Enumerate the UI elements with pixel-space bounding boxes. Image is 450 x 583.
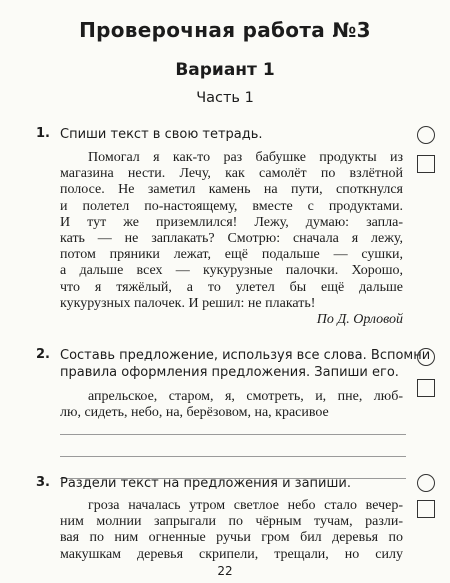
task-1-line: полосе. Не заметил камень на пути, споткнулся [60,182,403,198]
task-1-line: а дальше всех — кукурузные палочки. Хорошо, [60,263,403,279]
task-1-instruction: Спиши текст в свою тетрадь. [60,127,263,142]
task-2-instruction-line: Составь предложение, используя все слова. Вспомни [60,348,431,363]
part-heading: Часть 1 [196,90,254,106]
task-3-instruction: Раздели текст на предложения и запиши. [60,476,351,491]
task-2-words-line: лю, сидеть, небо, на, берёзовом, на, красивое [60,405,329,421]
page-number: 22 [217,564,233,578]
task-1-text [60,150,403,312]
task-1-line: Помогал я как-то раз бабушке продукты из [88,150,403,165]
task-3-line: макушкам деревья скрипели, трещали, но силу [60,546,403,562]
task-1-line: кать — не заплакать? Смотрю: сначала я лежу, [60,231,403,247]
task-2-instruction [60,347,431,381]
task-3-line: вая по ним огненные ручьи гром бил деревья по [60,530,403,546]
answer-line[interactable] [60,434,406,435]
task-1-line: И тут же приземлился! Лежу, думаю: запла- [60,214,403,230]
task-1-line: магазина нести. Лечу, как самолёт по взлётной [60,166,403,182]
task-1-author: По Д. Орловой [316,312,403,327]
task-2-number: 2. [36,347,50,362]
task-1-score-box[interactable] [417,155,435,173]
task-3-line: гроза началась утром светлое небо стало вечер- [88,498,403,513]
answer-line[interactable] [60,456,406,457]
variant-heading: Вариант 1 [175,60,275,80]
task-1-line: кукурузных палочек. И решил: не плакать! [60,295,316,311]
task-3-circle-mark[interactable] [417,474,435,492]
task-2-words-line: апрельское, старом, я, смотреть, и, пне, люб- [88,389,403,404]
task-3-line: ним молнии запрыгали по чёрным тучам, разли- [60,514,403,530]
task-2-score-box[interactable] [417,379,435,397]
task-2-circle-mark[interactable] [417,348,435,366]
task-3-text [60,498,403,563]
task-2-instruction-line: правила оформления предложения. Запиши его. [60,365,399,380]
task-1-number: 1. [36,126,50,141]
task-1-line: и полетел по-настоящему, вместе с продуктами. [60,198,403,214]
task-3-number: 3. [36,475,50,490]
task-2-words [60,389,403,421]
task-1-circle-mark[interactable] [417,126,435,144]
task-1-line: что я тяжёлый, а то улетел бы ещё дальше [60,279,403,295]
task-1-line: потом пряники лежат, ещё подальше — сушки, [60,247,403,263]
task-3-score-box[interactable] [417,500,435,518]
page-title: Проверочная работа №3 [79,18,371,42]
